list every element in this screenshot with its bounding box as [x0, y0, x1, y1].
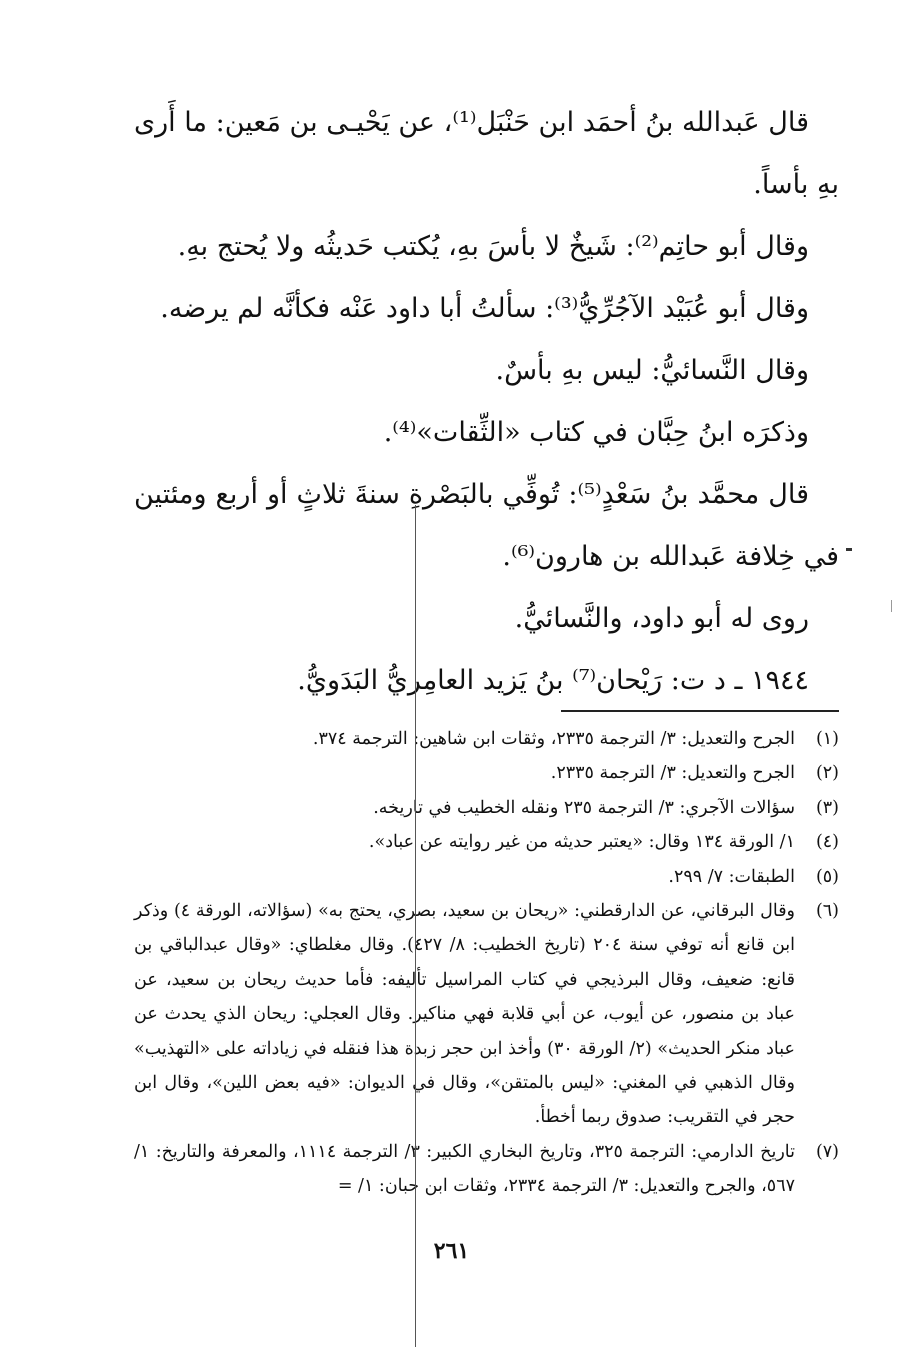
footnote-number: (٥): [815, 866, 839, 887]
footnote: [134, 860, 839, 894]
margin-mark: [846, 548, 852, 551]
footnote-text: الجرح والتعديل: ٣/ الترجمة ٢٣٣٥، وثقات ابن شاهين: الترجمة ٣٧٤.: [312, 729, 795, 749]
footnote: [134, 894, 839, 1135]
footnote-separator: [561, 710, 839, 712]
main-text: [134, 92, 839, 712]
footnote: [134, 791, 839, 825]
footnotes: [134, 722, 839, 1204]
entry-heading: ١٩٤٤ ـ د ت: رَيْحان⁽⁷⁾ بنُ يَزيد العامِريُّ البَدَويُّ.: [297, 665, 809, 696]
footnote: [134, 756, 839, 790]
paragraph-ajurri: وقال أبو عُبَيْد الآجُرِّيُّ⁽³⁾: سألتُ أبا داود عَنْه فكأنَّه لم يرضه.: [160, 293, 809, 324]
footnote-number: (٣): [815, 797, 839, 818]
margin-mark: [891, 600, 892, 612]
footnote-number: (١): [815, 729, 839, 749]
paragraph-ibn-hanbal: قال عَبدالله بنُ أحمَد ابن حَنْبَل⁽¹⁾، عن يَحْيـى بن مَعين: ما أَرى بهِ بأساً.: [134, 107, 839, 200]
footnote-number: (٤): [815, 832, 839, 853]
footnote-number: (٦): [815, 901, 839, 922]
footnote: [134, 825, 839, 859]
footnote-number: (٧): [815, 1141, 839, 1162]
footnote-text: سؤالات الآجري: ٣/ الترجمة ٢٣٥ ونقله الخطيب في تاريخه.: [373, 797, 795, 818]
paragraph-ibn-saad: قال محمَّد بنُ سَعْدٍ⁽⁵⁾: تُوفِّي بالبَصْرةِ سنةَ ثلاثٍ أو أربع ومئتين في خِلافة عَبدالله بن هارون⁽⁶⁾.: [134, 479, 839, 572]
paragraph-narrators: روى له أبو داود، والنَّسائيُّ.: [514, 603, 809, 634]
footnote-text: تاريخ الدارمي: الترجمة ٣٢٥، وتاريخ البخاري الكبير: ٣/ الترجمة ١١١٤، والمعرفة والتاريخ: ١/ ٥٦٧، والجرح والتعديل: ٣/ الترجمة ٢٣٣٤، وثقات ابن حبان: ١/ =: [134, 1141, 795, 1197]
paragraph-abu-hatim: وقال أبو حاتِم⁽²⁾: شَيخٌ لا بأسَ بهِ، يُكتب حَديثُه ولا يُحتج بهِ.: [177, 231, 809, 262]
footnote-number: (٢): [815, 763, 839, 784]
footnote-text: ١/ الورقة ١٣٤ وقال: «يعتبر حديثه من غير روايته عن عباد».: [368, 832, 795, 853]
paragraph-ibn-hibban: وذكرَه ابنُ حِبَّان في كتاب «الثِّقات»⁽⁴⁾.: [383, 417, 809, 448]
footnote-text: وقال البرقاني، عن الدارقطني: «ريحان بن سعيد، بصري، يحتج به» (سؤالاته، الورقة ٤) وذكر ابن قانع أنه توفي سنة ٢٠٤ (تاريخ الخطيب: ٨/ ٤٢٧). وقال مغلطاي: «وقال عبدالباقي بن قانع: ضعيف، وقال البرذيجي في كتاب المراسيل تأليفه: فأما حديث ريحان بن سعيد، عن عباد بن منصور، عن أيوب، عن أبي قلابة فهي مناكير. وقال العجلي: ريحان الذي يحدث عن عباد منكر الحديث» (٢/ الورقة ٣٠) وأخذ ابن حجر زبدة هذا فنقله في زياداته على «التهذيب» وقال الذهبي في المغني: «ليس بالمتقن»، وقال في الديوان: «فيه بعض اللين»، وقال ابن حجر في التقريب: صدوق ربما أخطأ.: [134, 901, 796, 1128]
page-number: ٢٦١: [433, 1238, 470, 1264]
footnote-text: الطبقات: ٧/ ٢٩٩.: [668, 866, 795, 887]
paragraph-nasai: وقال النَّسائيُّ: ليس بهِ بأسٌ.: [495, 355, 809, 386]
footnote: [134, 1135, 839, 1204]
footnote: [134, 722, 839, 756]
footnote-text: الجرح والتعديل: ٣/ الترجمة ٢٣٣٥.: [550, 763, 795, 784]
scan-crease-line: [415, 505, 416, 1347]
